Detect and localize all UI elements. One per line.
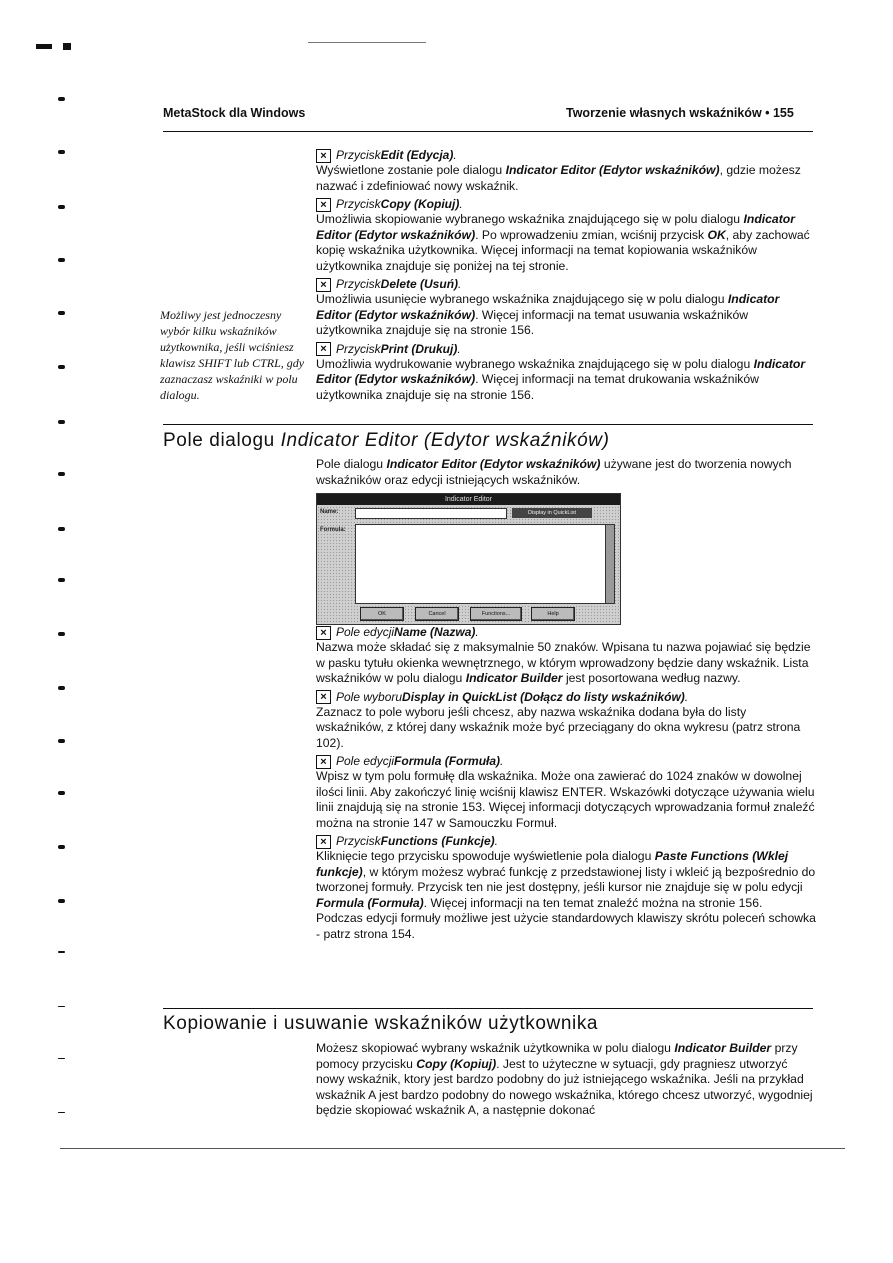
dialog-formula-input[interactable]	[355, 524, 615, 604]
top-scan-line	[308, 42, 426, 43]
item-title-label: Print (Drukuj)	[380, 341, 458, 356]
item-body: Umożliwia skopiowanie wybranego wskaźnika znajdującego się w polu dialogu Indicator Editor (Edytor wskaźników). Po wprowadzeniu zmian, wciśnij przycisk OK, aby zachować kopię wskaźnika użytkownika. Więcej informacji na temat kopiowania wskaźników użytkownika znajduje się poniżej na tej stronie.	[316, 212, 810, 273]
binder-mark	[58, 686, 65, 690]
binder-mark	[58, 578, 65, 582]
binder-mark	[58, 1112, 65, 1113]
item-body: Wyświetlone zostanie pole dialogu Indicator Editor (Edytor wskaźników), gdzie możesz nazwać i zdefiniować nowy wskaźnik.	[316, 163, 801, 193]
item-extra-note: Podczas edycji formuły możliwe jest użycie standardowych klawiszy skrótu poleceń schowka - patrz strona 154.	[316, 911, 816, 941]
x-box-icon: ×	[316, 198, 331, 212]
item-title-label: Display in QuickList (Dołącz do listy wskaźników)	[402, 689, 685, 704]
binder-mark	[58, 951, 65, 953]
x-box-icon: ×	[316, 755, 331, 769]
item-title-suffix: .	[458, 277, 462, 291]
running-header-right: Tworzenie własnych wskaźników • 155	[566, 106, 794, 120]
item-title-label: Edit (Edycja)	[380, 148, 454, 162]
binder-mark	[58, 845, 65, 849]
item-title-label: Name (Nazwa)	[394, 625, 476, 639]
running-header-left: MetaStock dla Windows	[163, 106, 306, 120]
item-title	[316, 277, 816, 292]
item-title-suffix: .	[457, 341, 461, 356]
item-body: Nazwa może składać się z maksymalnie 50 znaków. Wpisana tu nazwa pojawiać się będzie w pasku tytułu okienka wewnętrznego, w którym wprowadzony będzie dany wskaźnik. Lista wskaźników w polu dialogu Indicator Builder jest posortowana według nazwy.	[316, 640, 811, 685]
indicator-editor-dialog-screenshot	[316, 493, 621, 625]
item-title-prefix: Pole edycji	[336, 625, 395, 639]
binder-mark	[58, 365, 65, 369]
binder-mark	[58, 472, 65, 476]
dialog-quicklist-checkbox[interactable]: Display in QuickList	[512, 508, 592, 518]
section-intro: Pole dialogu Indicator Editor (Edytor wskaźników) używane jest do tworzenia nowych wskaźników oraz edycji istniejących wskaźników.	[316, 457, 792, 487]
item-title-prefix: Przycisk	[336, 148, 381, 162]
section-title: Pole dialogu Indicator Editor (Edytor wskaźników)	[163, 430, 610, 451]
item-title-label: Copy (Kopiuj)	[380, 197, 460, 211]
item-title-suffix: .	[453, 148, 457, 162]
x-box-icon: ×	[316, 278, 331, 292]
dialog-name-label: Name:	[320, 509, 339, 515]
item-body: Zaznacz to pole wyboru jeśli chcesz, aby nazwa wskaźnika dodana była do listy wskaźników, z której dany wskaźnik może być przeciągany do okna wykresu (patrz strona 102).	[316, 704, 801, 750]
list-item	[316, 754, 816, 831]
dialog-help-button[interactable]: Help	[531, 607, 575, 621]
item-title-suffix: .	[684, 689, 689, 704]
item-body: Umożliwia wydrukowanie wybranego wskaźnika znajdującego się w polu dialogu Indicator Editor (Edytor wskaźników). Więcej informacji na temat drukowania wskaźników użytkownika znajduje się na stronie 156.	[316, 356, 806, 402]
item-title	[316, 197, 816, 212]
item-title-prefix: Pole wyboru	[336, 689, 403, 704]
item-title-prefix: Pole edycji	[336, 754, 395, 768]
item-body: Wpisz w tym polu formułę dla wskaźnika. Może ona zawierać do 1024 znaków w dowolnej ilości linii. Aby zakończyć linię wciśnij klawisz ENTER. Wskazówki dotyczące używania wielu linii znajdują się na stronie 153. Więcej informacji dotyczących wprowadzania formuł znaleźć można na stronie 147 w Samouczku Formuł.	[316, 769, 815, 830]
item-title	[316, 625, 816, 640]
binder-mark	[58, 150, 65, 154]
binder-mark	[58, 97, 65, 101]
list-item	[316, 690, 816, 752]
header-rule	[163, 131, 813, 132]
binder-mark	[58, 739, 65, 743]
x-box-icon: ×	[316, 690, 331, 704]
x-box-icon: ×	[316, 835, 331, 849]
dialog-formula-label: Formula:	[320, 527, 346, 533]
list-item	[316, 625, 816, 687]
item-title-prefix: Przycisk	[336, 277, 381, 291]
list-item	[316, 277, 816, 339]
item-title	[316, 754, 816, 769]
item-title-prefix: Przycisk	[336, 197, 381, 211]
section-rule	[163, 1008, 813, 1009]
list-item	[316, 197, 816, 274]
section-rule	[163, 424, 813, 425]
section-title: Kopiowanie i usuwanie wskaźników użytkownika	[163, 1013, 599, 1034]
dialog-functions-button[interactable]: Functions...	[470, 607, 522, 621]
item-title-suffix: .	[500, 754, 504, 768]
list-item	[316, 148, 816, 194]
binder-mark	[58, 420, 65, 424]
footer-rule	[60, 1148, 845, 1149]
list-item	[316, 834, 816, 942]
item-title	[316, 690, 816, 705]
binder-mark	[58, 791, 65, 795]
binder-mark	[58, 1006, 65, 1007]
binder-mark	[58, 311, 65, 315]
x-box-icon: ×	[316, 149, 331, 163]
binder-mark	[58, 527, 65, 531]
buttons-description-list	[316, 148, 816, 403]
x-box-icon: ×	[316, 626, 331, 640]
item-title-prefix: Przycisk	[336, 341, 381, 356]
dialog-title-bar: Indicator Editor	[317, 494, 620, 505]
item-title	[316, 342, 816, 357]
item-title-prefix: Przycisk	[336, 834, 381, 848]
item-title-label: Functions (Funkcje)	[380, 834, 495, 848]
list-item	[316, 342, 816, 404]
item-title	[316, 834, 816, 849]
fields-description-list	[316, 625, 816, 942]
item-title-label: Delete (Usuń)	[380, 277, 459, 291]
item-title-suffix: .	[494, 834, 499, 848]
binder-mark	[58, 258, 65, 262]
binder-mark	[58, 205, 65, 209]
dialog-name-input[interactable]	[355, 508, 507, 519]
dialog-ok-button[interactable]: OK	[360, 607, 404, 621]
section-body: Możesz skopiować wybrany wskaźnik użytkownika w polu dialogu Indicator Builder przy pomocy przycisku Copy (Kopiuj). Jest to użyteczne w sytuacji, gdy pragniesz utworzyć nowy wskaźnik, ktory jest bardzo podobny do już istniejącego wskaźnika. Jeśli na przykład wskaźnik A jest bardzo podobny do nowego wskaźnika, którego chcesz utworzyć, wygodniej będzie skopiować wskaźnik A, a następnie dokonać	[316, 1041, 813, 1117]
binder-mark	[58, 632, 65, 636]
item-title-label: Formula (Formuła)	[394, 754, 501, 768]
dialog-cancel-button[interactable]: Cancel	[415, 607, 459, 621]
dialog-scrollbar[interactable]	[605, 525, 614, 603]
item-title	[316, 148, 816, 163]
x-box-icon: ×	[316, 342, 331, 356]
item-body: Umożliwia usunięcie wybranego wskaźnika znajdującego się w polu dialogu Indicator Editor (Edytor wskaźników). Więcej informacji na temat usuwania wskaźników użytkownika znajduje się na stronie 156.	[316, 292, 780, 337]
binder-mark	[58, 899, 65, 903]
item-title-suffix: .	[459, 197, 463, 211]
item-body: Kliknięcie tego przycisku spowoduje wyświetlenie pola dialogu Paste Functions (Wklej funkcje), w którym możesz wybrać funkcję z przedstawionej listy i wkleić ją bezpośrednio do tworzonej formuły. Przycisk ten nie jest dostępny, jeśli kursor nie znajduje się w polu edycji Formula (Formuła). Więcej informacji na ten temat znaleźć można na stronie 156.	[316, 849, 816, 910]
margin-note: Możliwy jest jednoczesny wybór kilku wskaźników użytkownika, jeśli wciśniesz klawisz SHIFT lub CTRL, gdy zaznaczasz wskaźniki w polu dialogu.	[160, 308, 305, 402]
item-title-suffix: .	[475, 625, 479, 639]
binder-mark	[58, 1058, 65, 1059]
